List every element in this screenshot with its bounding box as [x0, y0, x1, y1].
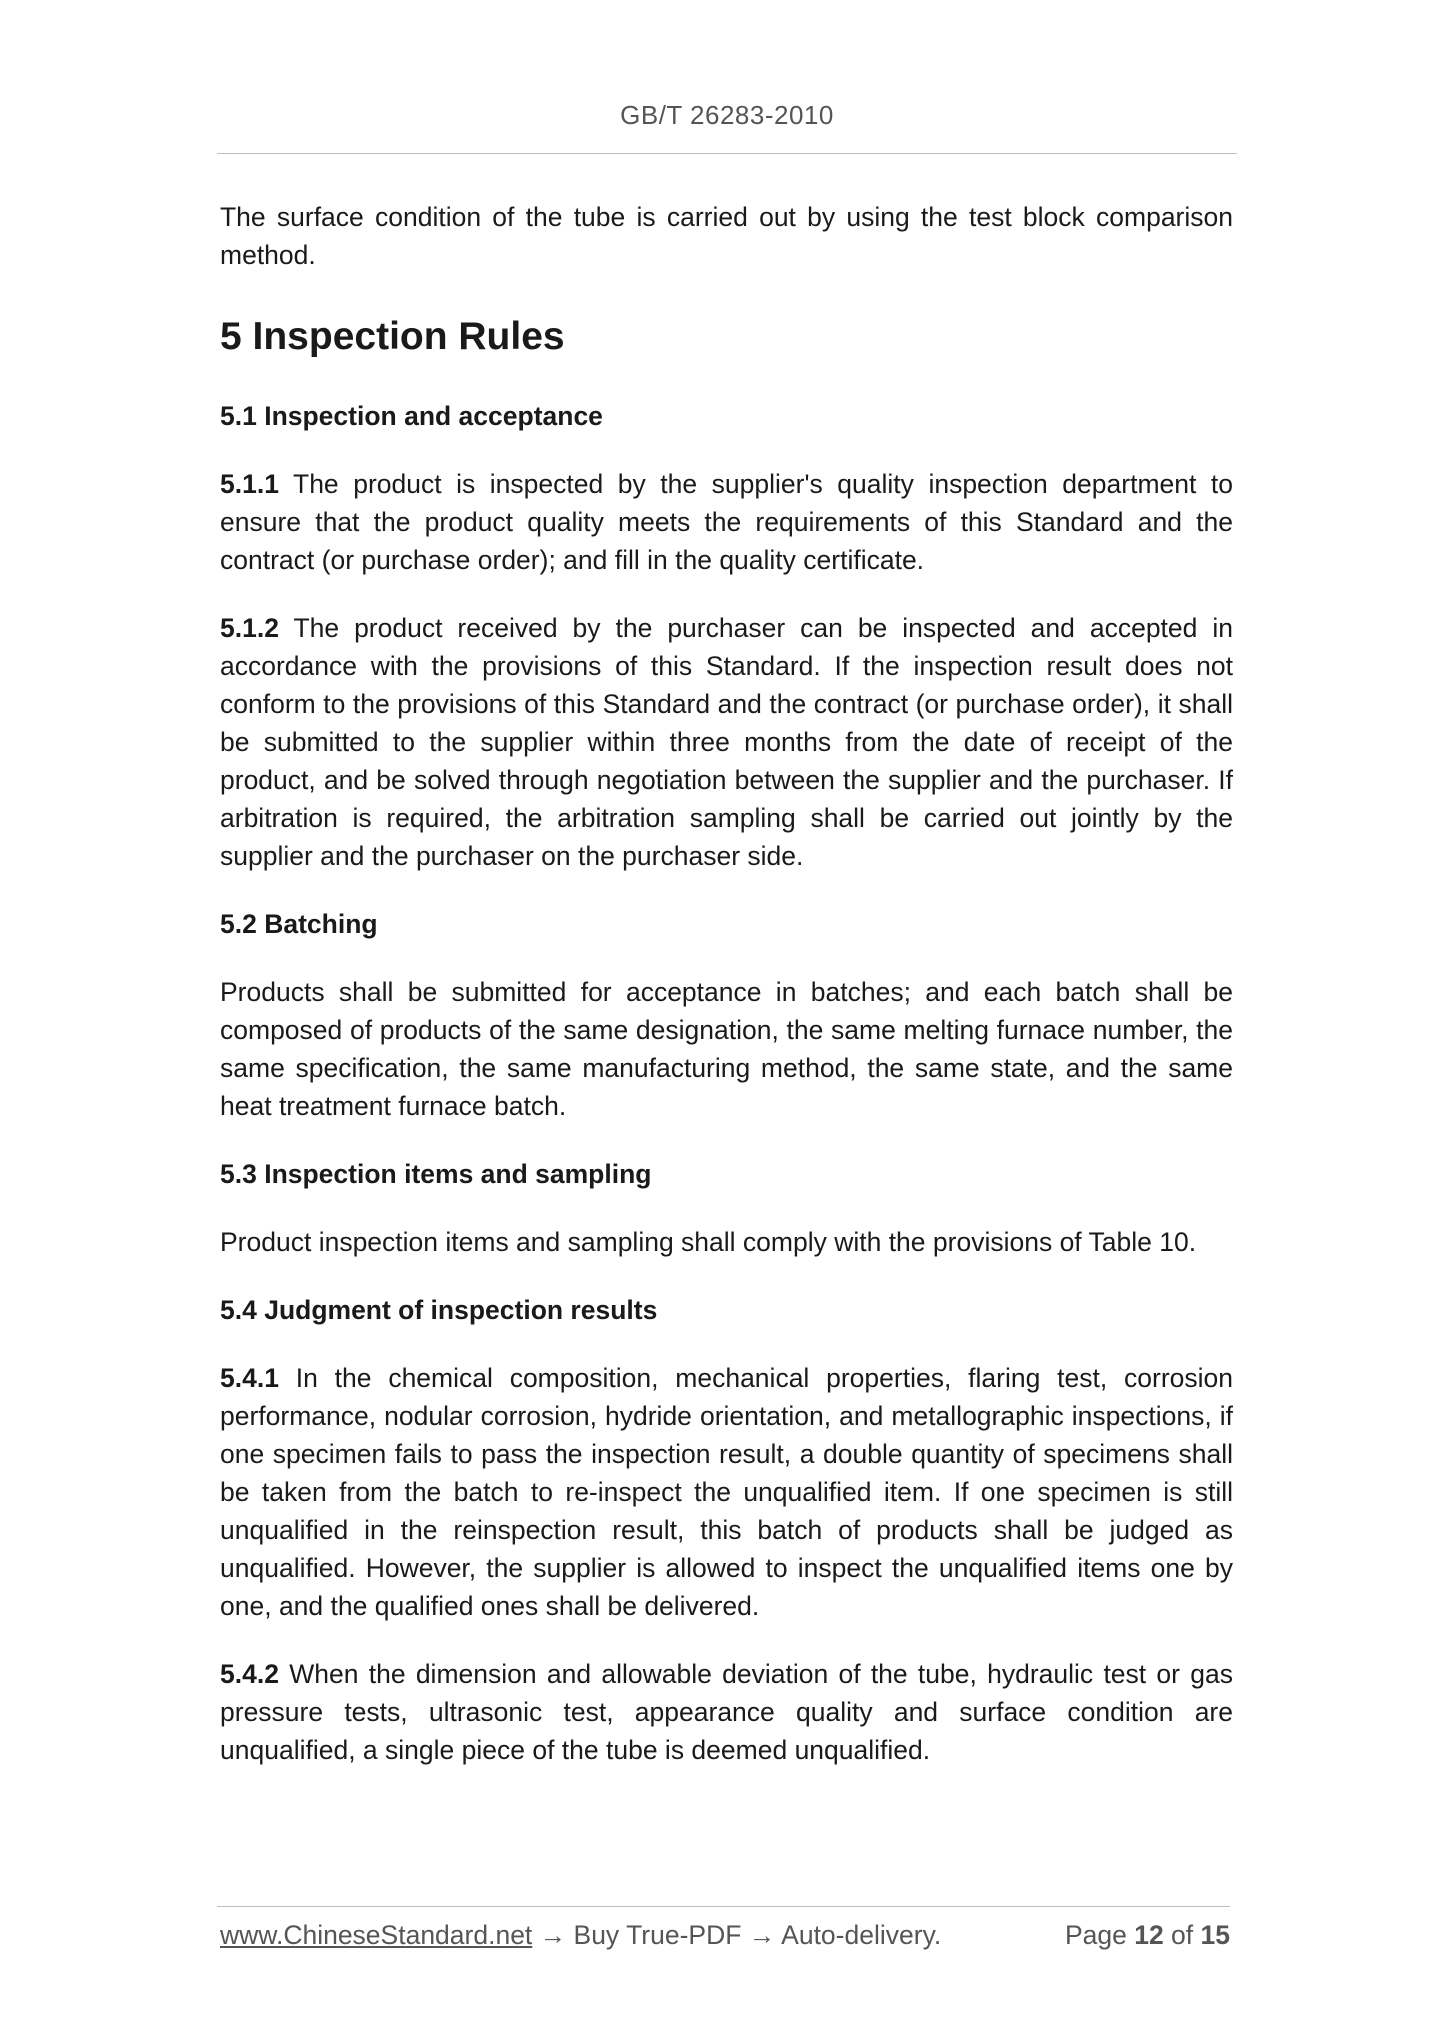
total-page-number: 15 [1200, 1920, 1230, 1950]
section-title-inspection-rules: 5 Inspection Rules [220, 315, 565, 358]
website-link[interactable]: www.ChineseStandard.net [220, 1920, 533, 1950]
footer-divider [217, 1906, 1230, 1907]
clause-number: 5.4.2 [220, 1659, 279, 1689]
batching-paragraph: Products shall be submitted for acceptance in batches; and each batch shall be composed of products of the same designation, the same melting furnace number, the same specification, the same manufacturing method, the same state, and the same heat treatment furnace batch. [220, 977, 1233, 1121]
clause-5-4-2 [220, 1655, 1233, 1769]
clause-number: 5.1.1 [220, 469, 279, 499]
clause-text: In the chemical composition, mechanical properties, flaring test, corrosion performance, nodular corrosion, hydride orientation, and metallographic inspections, if one specimen fails to pass the inspection result, a double quantity of specimens shall be taken from the batch to re-inspect the unqualified item. If one specimen is still unqualified in the reinspection result, this batch of products shall be judged as unqualified. However, the supplier is allowed to inspect the unqualified items one by one, and the qualified ones shall be delivered. [220, 1363, 1233, 1621]
subsection-5-2-title: 5.2 Batching [220, 909, 378, 939]
subsection-5-3-title: 5.3 Inspection items and sampling [220, 1159, 652, 1189]
clause-5-1-1 [220, 465, 1233, 579]
clause-5-4-1 [220, 1359, 1233, 1625]
document-body [220, 198, 1233, 1799]
current-page-number: 12 [1134, 1920, 1164, 1950]
page-of-label: of [1163, 1920, 1201, 1950]
clause-number: 5.1.2 [220, 613, 279, 643]
clause-text: The product received by the purchaser can be inspected and accepted in accordance with the provisions of this Standard. If the inspection result does not conform to the provisions of this Standard and the contract (or purchase order), it shall be submitted to the supplier within three months from the date of receipt of the product, and be solved through negotiation between the supplier and the purchaser. If arbitration is required, the arbitration sampling shall be carried out jointly by the supplier and the purchaser on the purchaser side. [220, 613, 1233, 871]
clause-text: The product is inspected by the supplier's quality inspection department to ensure that the product quality meets the requirements of this Standard and the contract (or purchase order); and fill in the quality certificate. [220, 469, 1233, 575]
header-divider [217, 153, 1237, 154]
document-code-header: GB/T 26283-2010 [620, 100, 834, 130]
page-footer [220, 1920, 1230, 1951]
clause-number: 5.4.1 [220, 1363, 279, 1393]
sampling-paragraph: Product inspection items and sampling shall comply with the provisions of Table 10. [220, 1227, 1197, 1257]
footer-tagline: → Buy True-PDF → Auto-delivery. [532, 1920, 942, 1950]
subsection-5-4-title: 5.4 Judgment of inspection results [220, 1295, 658, 1325]
intro-paragraph: The surface condition of the tube is carried out by using the test block comparison method. [220, 202, 1233, 270]
clause-text: When the dimension and allowable deviation of the tube, hydraulic test or gas pressure tests, ultrasonic test, appearance quality and surface condition are unqualified, a single piece of the tube is deemed unqualified. [220, 1659, 1233, 1765]
subsection-5-1-title: 5.1 Inspection and acceptance [220, 401, 603, 431]
page-label: Page [1064, 1920, 1135, 1950]
page-number-indicator [1065, 1920, 1230, 1951]
clause-5-1-2 [220, 609, 1233, 875]
